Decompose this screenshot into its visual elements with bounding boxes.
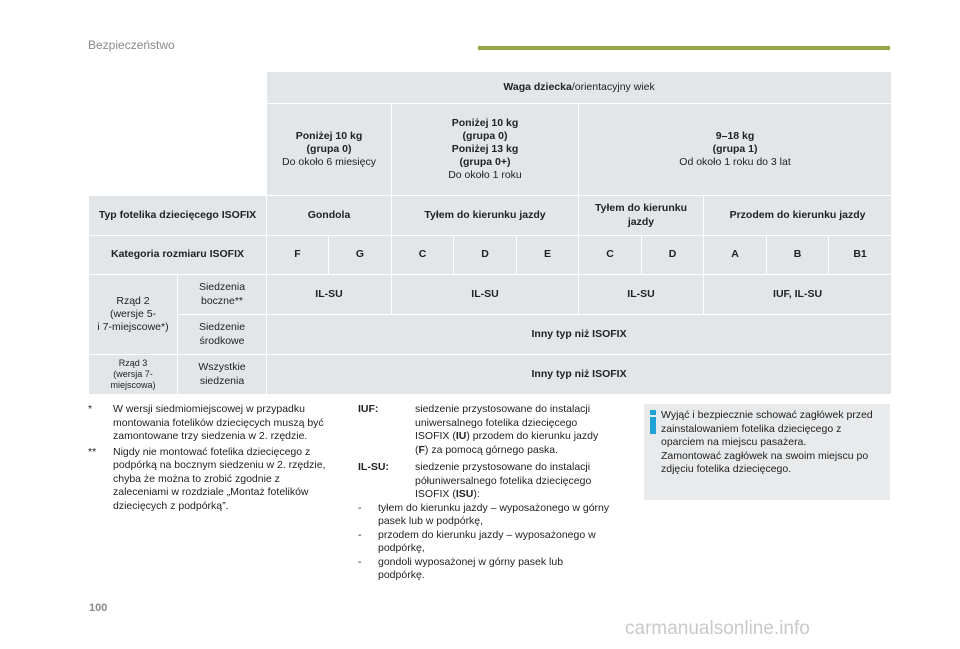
row2-center-label xyxy=(178,315,267,355)
definition-term: IL-SU: xyxy=(358,461,389,473)
group-1-line2: (grupa 0) xyxy=(462,129,508,142)
group-2-line1: 9–18 kg xyxy=(715,129,755,142)
size-7: A xyxy=(704,236,767,275)
bullet-marker: - xyxy=(358,501,362,514)
list-item xyxy=(358,529,610,556)
header-accent-bar xyxy=(478,46,890,50)
size-2: C xyxy=(392,236,454,275)
row2-label-line3: i 7-miejscowe*) xyxy=(97,321,169,334)
size-8: B xyxy=(767,236,829,275)
row2-side-value-1: IL-SU xyxy=(392,275,579,315)
group-1-line3: Poniżej 13 kg xyxy=(451,142,519,155)
definition-ilsu xyxy=(358,461,610,502)
definition-code: F xyxy=(418,443,425,456)
row3-seats-label-line1: Wszystkie xyxy=(198,361,246,374)
definition-text: siedzenie przystosowane do instalacji uniwersalnego fotelika dziecięcego ISOFIX ( xyxy=(415,403,591,442)
isofix-table xyxy=(88,71,892,395)
bullet-marker: - xyxy=(358,528,362,541)
definition-code: ISU xyxy=(455,488,474,500)
weight-header xyxy=(267,72,892,104)
row2-side-label-line2: boczne** xyxy=(200,294,244,307)
footnotes xyxy=(88,403,334,515)
definitions xyxy=(358,403,610,583)
group-cell-1 xyxy=(392,104,579,196)
weight-header-bold: Waga dziecka xyxy=(503,80,572,93)
seat-type-label: Typ fotelika dziecięcego ISOFIX xyxy=(89,196,267,236)
row2-side-value-2: IL-SU xyxy=(579,275,704,315)
list-item-text: przodem do kierunku jazdy – wyposażonego w podpórkę, xyxy=(378,528,596,554)
footnote-marker: * xyxy=(88,403,93,415)
row2-side-value-0: IL-SU xyxy=(267,275,392,315)
definition-text: ): xyxy=(473,488,480,500)
watermark: carmanualsonline.info xyxy=(625,618,810,639)
list-item xyxy=(358,502,610,529)
row2-center-label-line2: środkowe xyxy=(199,334,245,347)
info-icon xyxy=(648,410,658,434)
seat-type-0: Gondola xyxy=(267,196,392,236)
info-line: Zamontować zagłówek na swoim miejscu po zdjęciu fotelika dziecięcego. xyxy=(661,449,869,475)
row3-value: Inny typ niż ISOFIX xyxy=(267,355,892,395)
size-0: F xyxy=(267,236,329,275)
footnote-text: W wersji siedmiomiejscowej w przypadku montowania fotelików dziecięcych muszą być zamontowane trzy siedzenia w 2. rzędzie. xyxy=(113,403,324,442)
seat-type-3: Przodem do kierunku jazdy xyxy=(704,196,892,236)
list-item xyxy=(358,556,610,583)
size-4: E xyxy=(517,236,579,275)
definition-text: ) przodem do kierunku jazdy ( xyxy=(415,430,599,456)
seat-type-2: Tyłem do kierunku jazdy xyxy=(579,196,704,236)
row2-center-label-line1: Siedzenie xyxy=(198,321,246,334)
row2-side-value-3: IUF, IL-SU xyxy=(704,275,892,315)
row2-side-label-line1: Siedzenia xyxy=(198,281,246,294)
bullet-marker: - xyxy=(358,555,362,568)
group-cell-0 xyxy=(267,104,392,196)
definition-code: IU xyxy=(455,430,467,442)
group-1-line1: Poniżej 10 kg xyxy=(451,116,519,129)
group-cell-2 xyxy=(579,104,892,196)
footnote xyxy=(88,446,334,514)
group-2-line2: (grupa 1) xyxy=(712,142,758,155)
footnote-marker: ** xyxy=(88,445,97,458)
row3-label-line1: Rząd 3 xyxy=(118,357,148,368)
row3-seats-label-line2: siedzenia xyxy=(199,374,245,387)
definition-text: siedzenie przystosowane do instalacji półuniwersalnego fotelika dziecięcego ISOFIX ( xyxy=(415,461,592,500)
list-item-text: tyłem do kierunku jazdy – wyposażonego w górny pasek lub w podpórkę, xyxy=(378,501,610,527)
group-1-line4: (grupa 0+) xyxy=(459,156,511,169)
definition-iuf xyxy=(358,403,610,457)
definition-term: IUF: xyxy=(358,403,379,415)
size-5: C xyxy=(579,236,642,275)
weight-header-rest: /orientacyjny wiek xyxy=(571,80,655,93)
group-2-line3: Od około 1 roku do 3 lat xyxy=(679,156,791,169)
footnote xyxy=(88,403,334,444)
footnote-text: Nigdy nie montować fotelika dziecięcego z podpórką na bocznym siedzeniu w 2. rzędzie, chyba że można to zrobić zgodnie z zaleceniami w rozdziale „Montaż fotelików dziecięcych z podpórką”. xyxy=(113,445,326,512)
group-1-line5: Do około 1 roku xyxy=(448,169,522,182)
info-text xyxy=(661,409,885,477)
row2-side-label xyxy=(178,275,267,315)
definition-text: ) za pomocą górnego paska. xyxy=(424,443,559,456)
page-number: 100 xyxy=(89,602,108,614)
row3-seats-label xyxy=(178,355,267,395)
table-corner-blank xyxy=(89,72,267,196)
row2-label xyxy=(89,275,178,355)
seat-type-1: Tyłem do kierunku jazdy xyxy=(392,196,579,236)
row2-label-line2: (wersje 5- xyxy=(109,307,157,320)
list-item-text: gondoli wyposażonej w górny pasek lub podpórkę. xyxy=(378,555,564,581)
size-1: G xyxy=(329,236,392,275)
size-6: D xyxy=(642,236,704,275)
info-box xyxy=(644,404,890,500)
size-9: B1 xyxy=(829,236,892,275)
group-0-line2: (grupa 0) xyxy=(306,142,352,155)
row3-label xyxy=(89,355,178,395)
size-category-label: Kategoria rozmiaru ISOFIX xyxy=(89,236,267,275)
section-title: Bezpieczeństwo xyxy=(88,38,175,52)
info-line: Wyjąć i bezpiecznie schować zagłówek przed zainstalowaniem fotelika dziecięcego z oparciem na miejscu pasażera. xyxy=(661,409,873,448)
group-0-line1: Poniżej 10 kg xyxy=(295,129,363,142)
row2-label-line1: Rząd 2 xyxy=(116,294,150,307)
row2-center-value: Inny typ niż ISOFIX xyxy=(267,315,892,355)
size-3: D xyxy=(454,236,517,275)
group-0-line3: Do około 6 miesięcy xyxy=(282,156,376,169)
row3-label-line2: (wersja 7-miejscowa) xyxy=(110,368,156,391)
